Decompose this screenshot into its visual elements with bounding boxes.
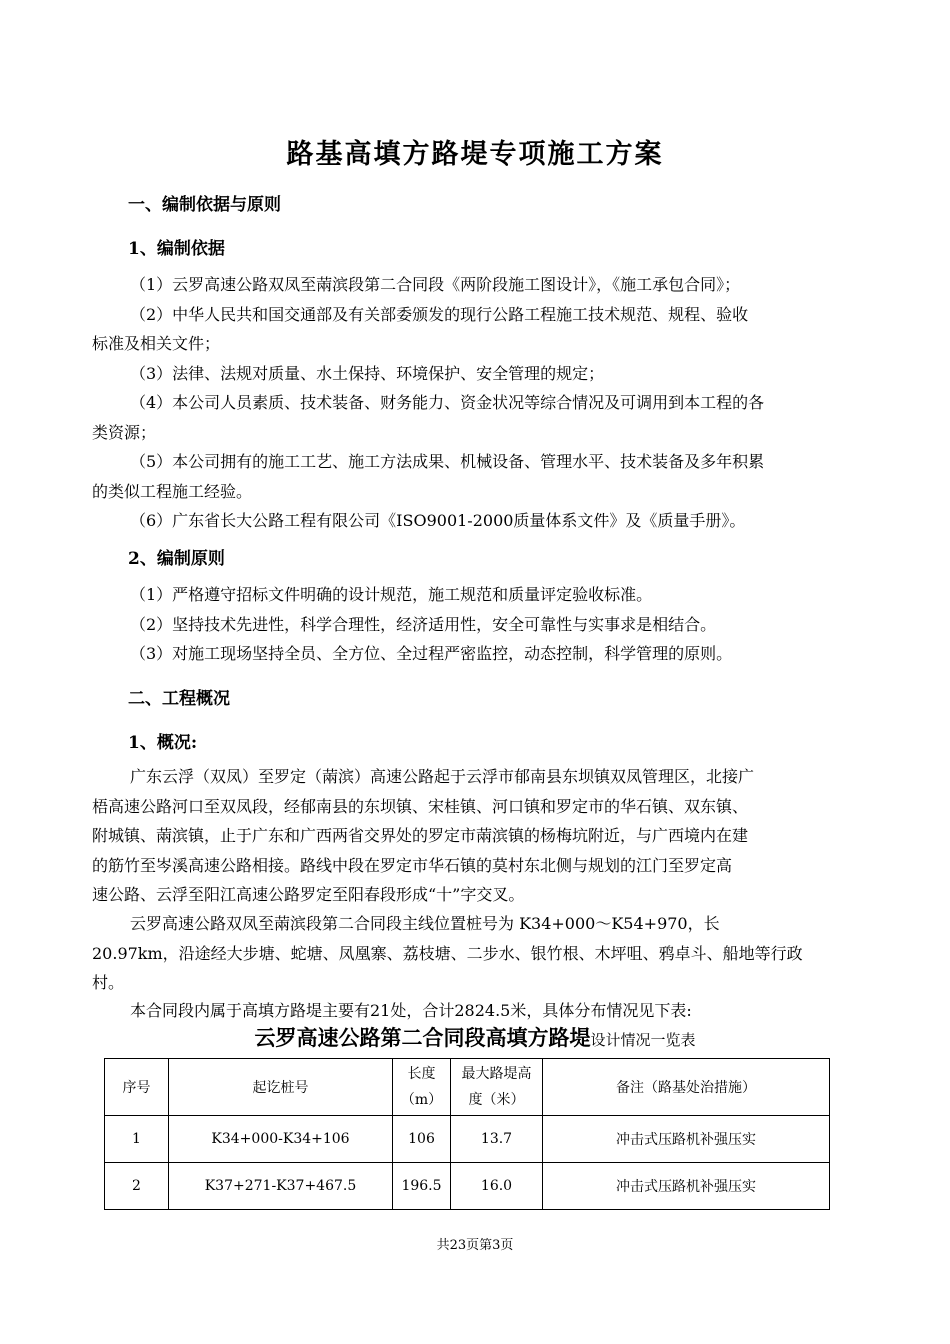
document-title: 路基高填方路堤专项施工方案: [286, 139, 664, 170]
overview-p2-line-1: 云罗高速公路双凤至䓣滨段第二合同段主线位置桩号为 K34+000～K54+970，长: [130, 914, 720, 933]
overview-p2-line-3: 村。: [92, 973, 125, 992]
basis-list: [92, 270, 860, 536]
subheading-principles: 2、编制原则: [128, 549, 225, 569]
embankment-table: [104, 1058, 830, 1210]
header-seq: 序号: [105, 1059, 169, 1116]
section-heading-2: 二、工程概况: [128, 689, 230, 709]
overview-p1-line-4: 的筋竹至岑溪高速公路相接。路线中段在罗定市华石镇的莫村东北侧与规划的江门至罗定高: [92, 855, 733, 875]
basis-item-2-line-1: （2）中华人民共和国交通部及有关部委颁发的现行公路工程施工技术规范、规程、验收: [130, 304, 749, 324]
basis-item-4-line-2: 类资源；: [92, 422, 157, 442]
cell-max-height: 13.7: [451, 1116, 543, 1163]
table-caption: [0, 1022, 950, 1052]
overview-p3-line-1: 本合同段内属于高填方路堤主要有21处，合计2824.5米，具体分布情况见下表:: [130, 1001, 692, 1020]
table-caption-bold: 云罗高速公路第二合同段高填方路堤: [254, 1025, 591, 1050]
principle-item-3: （3）对施工现场坚持全员、全方位、全过程严密监控，动态控制，科学管理的原则。: [130, 644, 733, 663]
header-station: 起讫桩号: [169, 1059, 393, 1116]
overview-p1-line-1: 广东云浮（双凤）至罗定（䓣滨）高速公路起于云浮市郁南县东坝镇双凤管理区，北接广: [130, 767, 755, 786]
cell-seq: 1: [105, 1116, 169, 1163]
overview-p1-line-2: 梧高速公路河口至双凤段，经郁南县的东坝镇、宋桂镇、河口镇和罗定市的华石镇、双东镇、: [92, 796, 749, 816]
overview-p2-line-2: 20.97km，沿途经大步塘、蛇塘、凤凰寨、荔枝塘、二步水、银竹根、木坪咀、鸦卓斗、船地等行政: [92, 943, 803, 963]
cell-remarks: 冲击式压路机补强压实: [543, 1116, 830, 1163]
basis-item-2-line-2: 标准及相关文件；: [92, 334, 221, 353]
table-caption-small: 设计情况一览表: [590, 1031, 696, 1049]
header-remarks: 备注（路基处治措施）: [543, 1059, 830, 1116]
basis-item-1: （1）云罗高速公路双凤至䓣滨段第二合同段《两阶段施工图设计》，《施工承包合同》；: [130, 275, 741, 294]
principle-item-2: （2）坚持技术先进性，科学合理性，经济适用性，安全可靠性与实事求是相结合。: [130, 614, 717, 634]
principle-item-1: （1）严格遵守招标文件明确的设计规范，施工规范和质量评定验收标准。: [130, 585, 653, 604]
basis-item-5-line-2: 的类似工程施工经验。: [92, 481, 253, 501]
basis-item-4-line-1: （4）本公司人员素质、技术装备、财务能力、资金状况等综合情况及可调用到本工程的各: [130, 393, 765, 412]
page-footer: 共23页第3页: [436, 1238, 514, 1253]
cell-length: 106: [393, 1116, 451, 1163]
subheading-basis: 1、编制依据: [128, 239, 225, 259]
cell-station: K37+271-K37+467.5: [169, 1163, 393, 1210]
cell-remarks: 冲击式压路机补强压实: [543, 1163, 830, 1210]
table-row: [105, 1116, 830, 1163]
subheading-overview: 1、概况:: [128, 733, 198, 753]
basis-item-5-line-1: （5）本公司拥有的施工工艺、施工方法成果、机械设备、管理水平、技术装备及多年积累: [130, 452, 765, 471]
cell-seq: 2: [105, 1163, 169, 1210]
overview-p1-line-3: 附城镇、䓣滨镇，止于广东和广西两省交界处的罗定市䓣滨镇的杨梅坑附近，与广西境内在建: [92, 826, 749, 845]
basis-item-6: （6）广东省长大公路工程有限公司《ISO9001-2000质量体系文件》及《质量手册》。: [130, 511, 746, 530]
header-length: 长度（m）: [393, 1059, 451, 1116]
cell-station: K34+000-K34+106: [169, 1116, 393, 1163]
section-heading-1: 一、编制依据与原则: [128, 195, 281, 215]
principles-list: [92, 580, 860, 669]
overview-paragraph-2: [92, 909, 860, 998]
header-max-height: 最大路堤高度（米）: [451, 1059, 543, 1116]
cell-max-height: 16.0: [451, 1163, 543, 1210]
table-header-row: [105, 1059, 830, 1116]
overview-paragraph-1: [92, 762, 860, 910]
table-row: [105, 1163, 830, 1210]
basis-item-3: （3）法律、法规对质量、水土保持、环境保护、安全管理的规定；: [130, 363, 605, 383]
cell-length: 196.5: [393, 1163, 451, 1210]
overview-p1-line-5: 速公路、云浮至阳江高速公路罗定至阳春段形成“十”字交叉。: [92, 885, 525, 904]
